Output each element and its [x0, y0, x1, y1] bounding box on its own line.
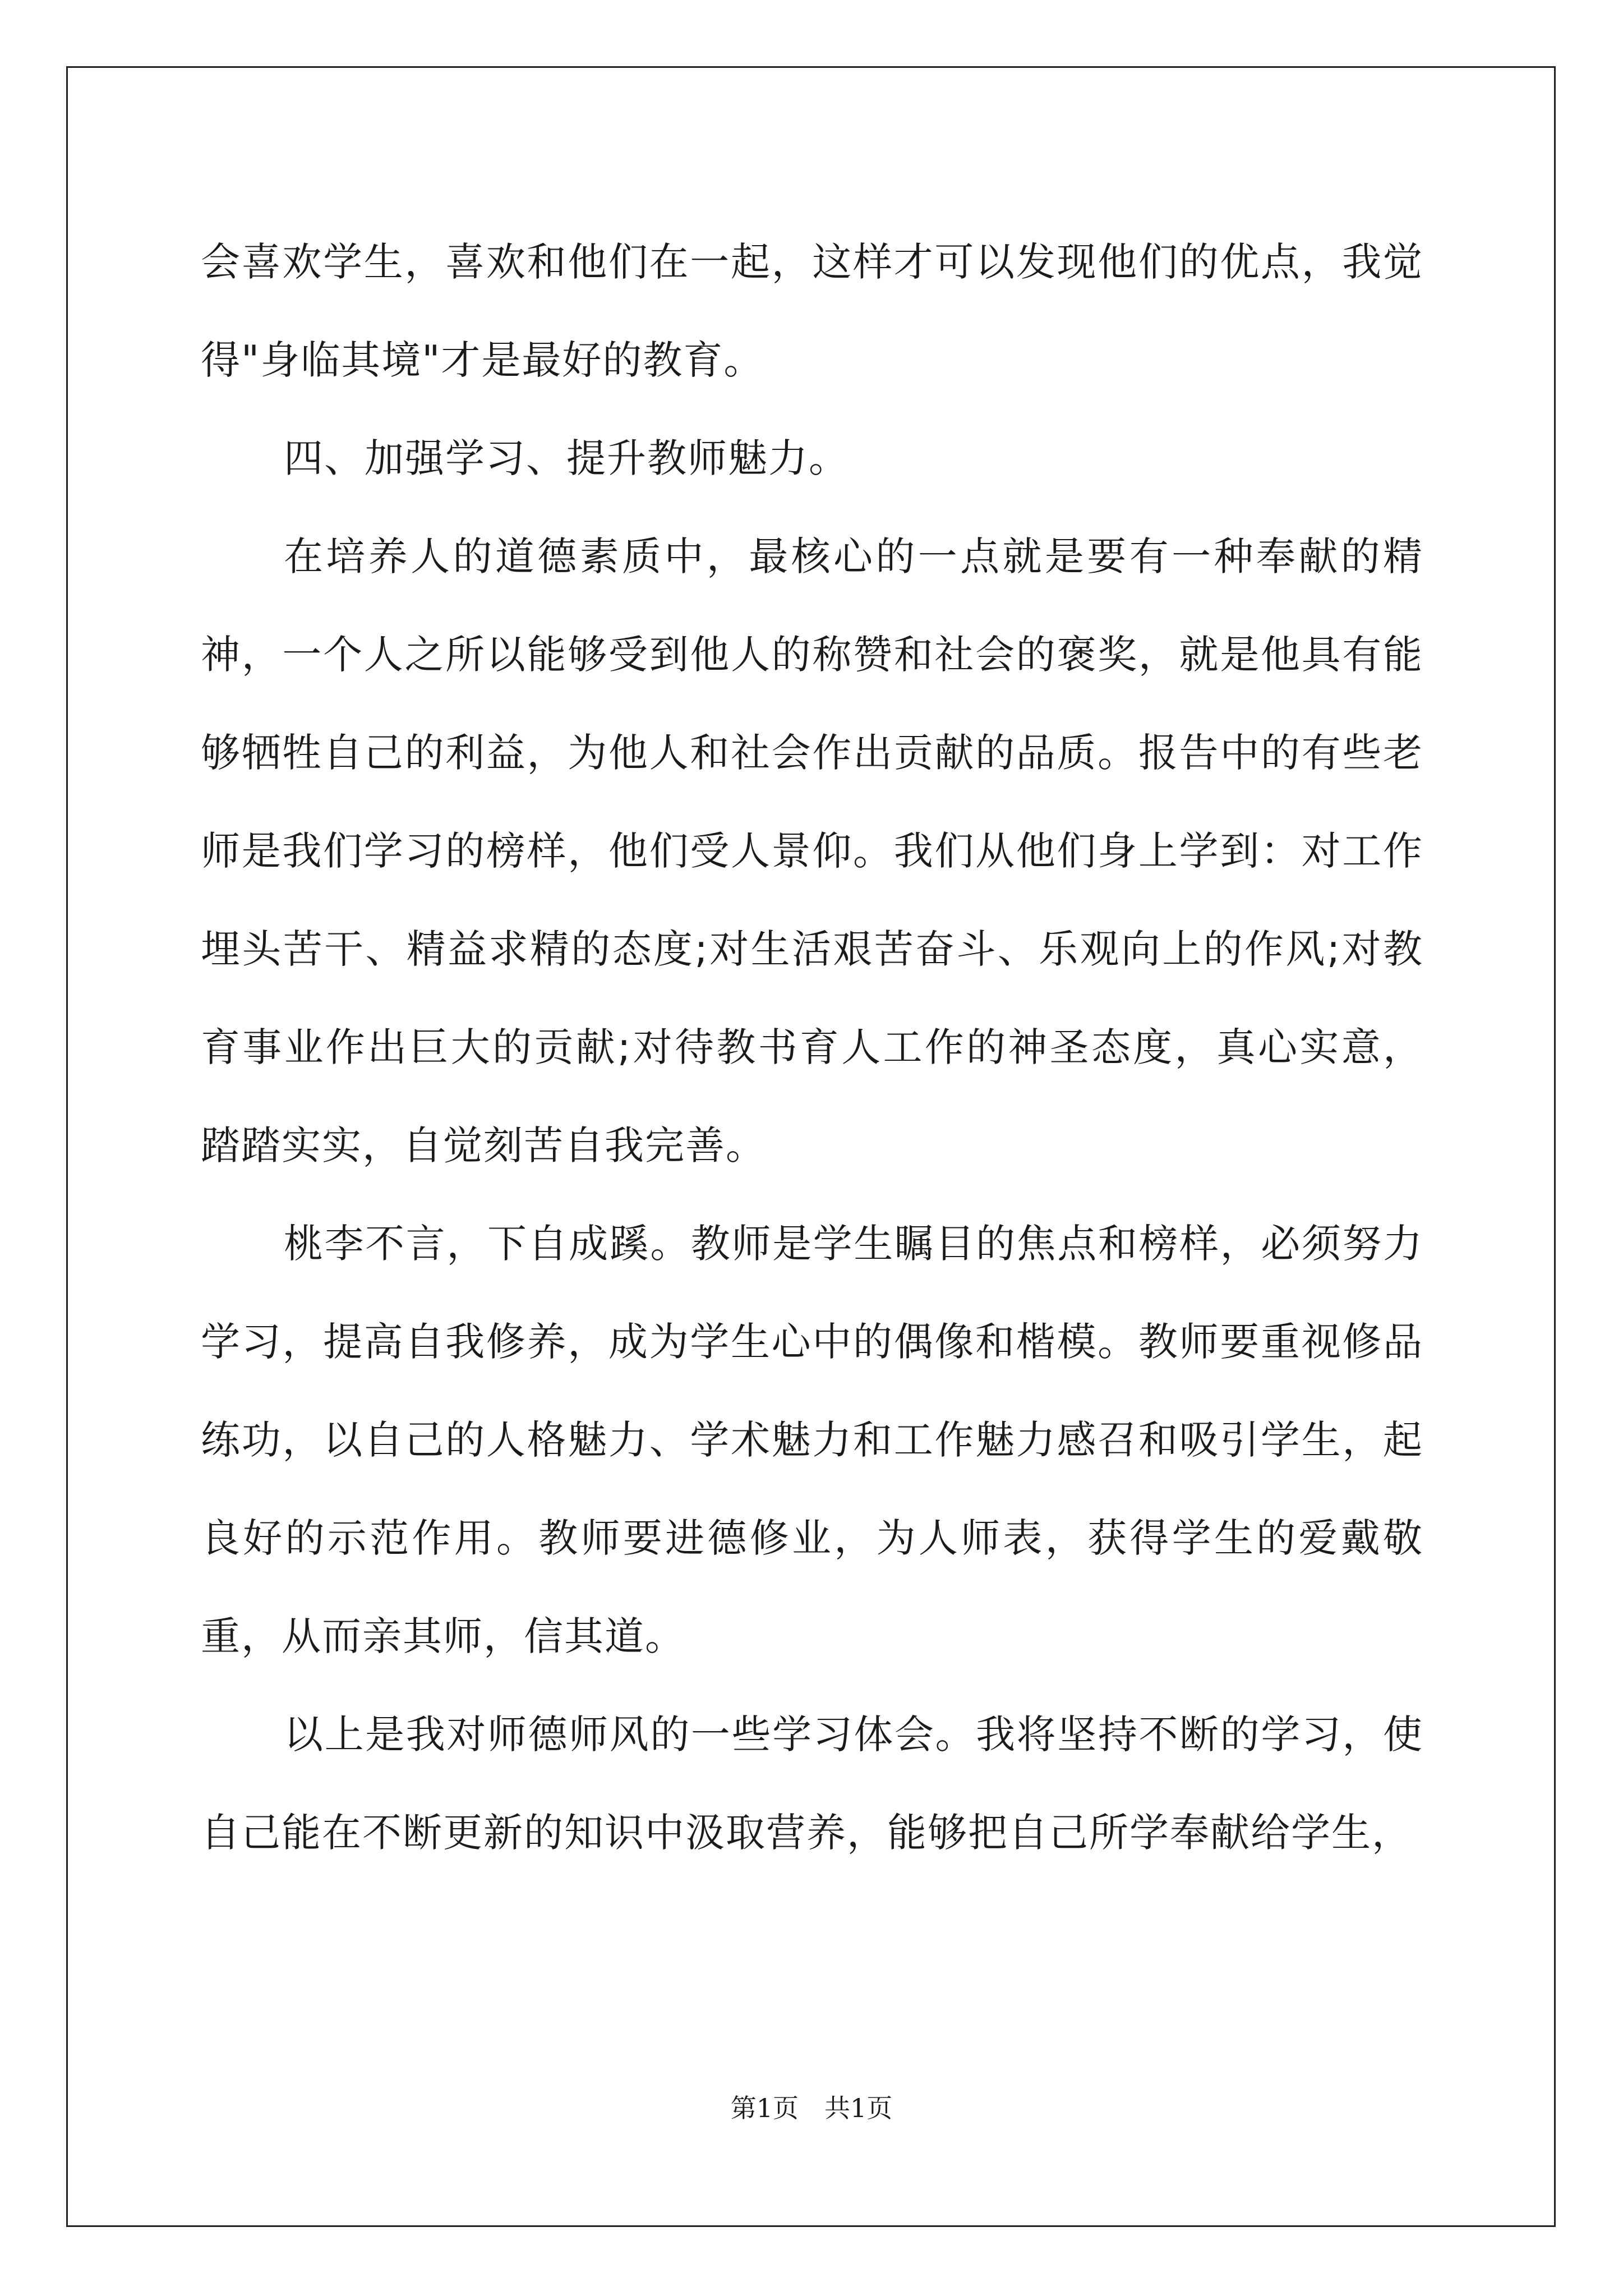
page-footer: 第1页 共1页	[730, 2093, 893, 2123]
document-body	[201, 213, 1423, 1882]
paragraph-2-heading: 四、加强学习、提升教师魅力。	[284, 435, 849, 481]
paragraph-1: 会喜欢学生，喜欢和他们在一起，这样才可以发现他们的优点，我觉得"身临其境"才是最好的教育。	[201, 239, 1423, 383]
paragraph-4: 桃李不言，下自成蹊。教师是学生瞩目的焦点和榜样，必须努力学习，提高自我修养，成为学生心中的偶像和楷模。教师要重视修品练功，以自己的人格魅力、学术魅力和工作魅力感召和吸引学生，起良好的示范作用。教师要进德修业，为人师表，获得学生的爱戴敬重，从而亲其师，信其道。	[201, 1221, 1423, 1659]
paragraph-3: 在培养人的道德素质中，最核心的一点就是要有一种奉献的精神，一个人之所以能够受到他人的称赞和社会的褒奖，就是他具有能够牺牲自己的利益，为他人和社会作出贡献的品质。报告中的有些老师是我们学习的榜样，他们受人景仰。我们从他们身上学到：对工作埋头苦干、精益求精的态度;对生活艰苦奋斗、乐观向上的作风;对教育事业作出巨大的贡献;对待教书育人工作的神圣态度，真心实意，踏踏实实，自觉刻苦自我完善。	[201, 533, 1423, 1168]
paragraph-5: 以上是我对师德师风的一些学习体会。我将坚持不断的学习，使自己能在不断更新的知识中汲取营养，能够把自己所学奉献给学生，	[201, 1711, 1423, 1856]
